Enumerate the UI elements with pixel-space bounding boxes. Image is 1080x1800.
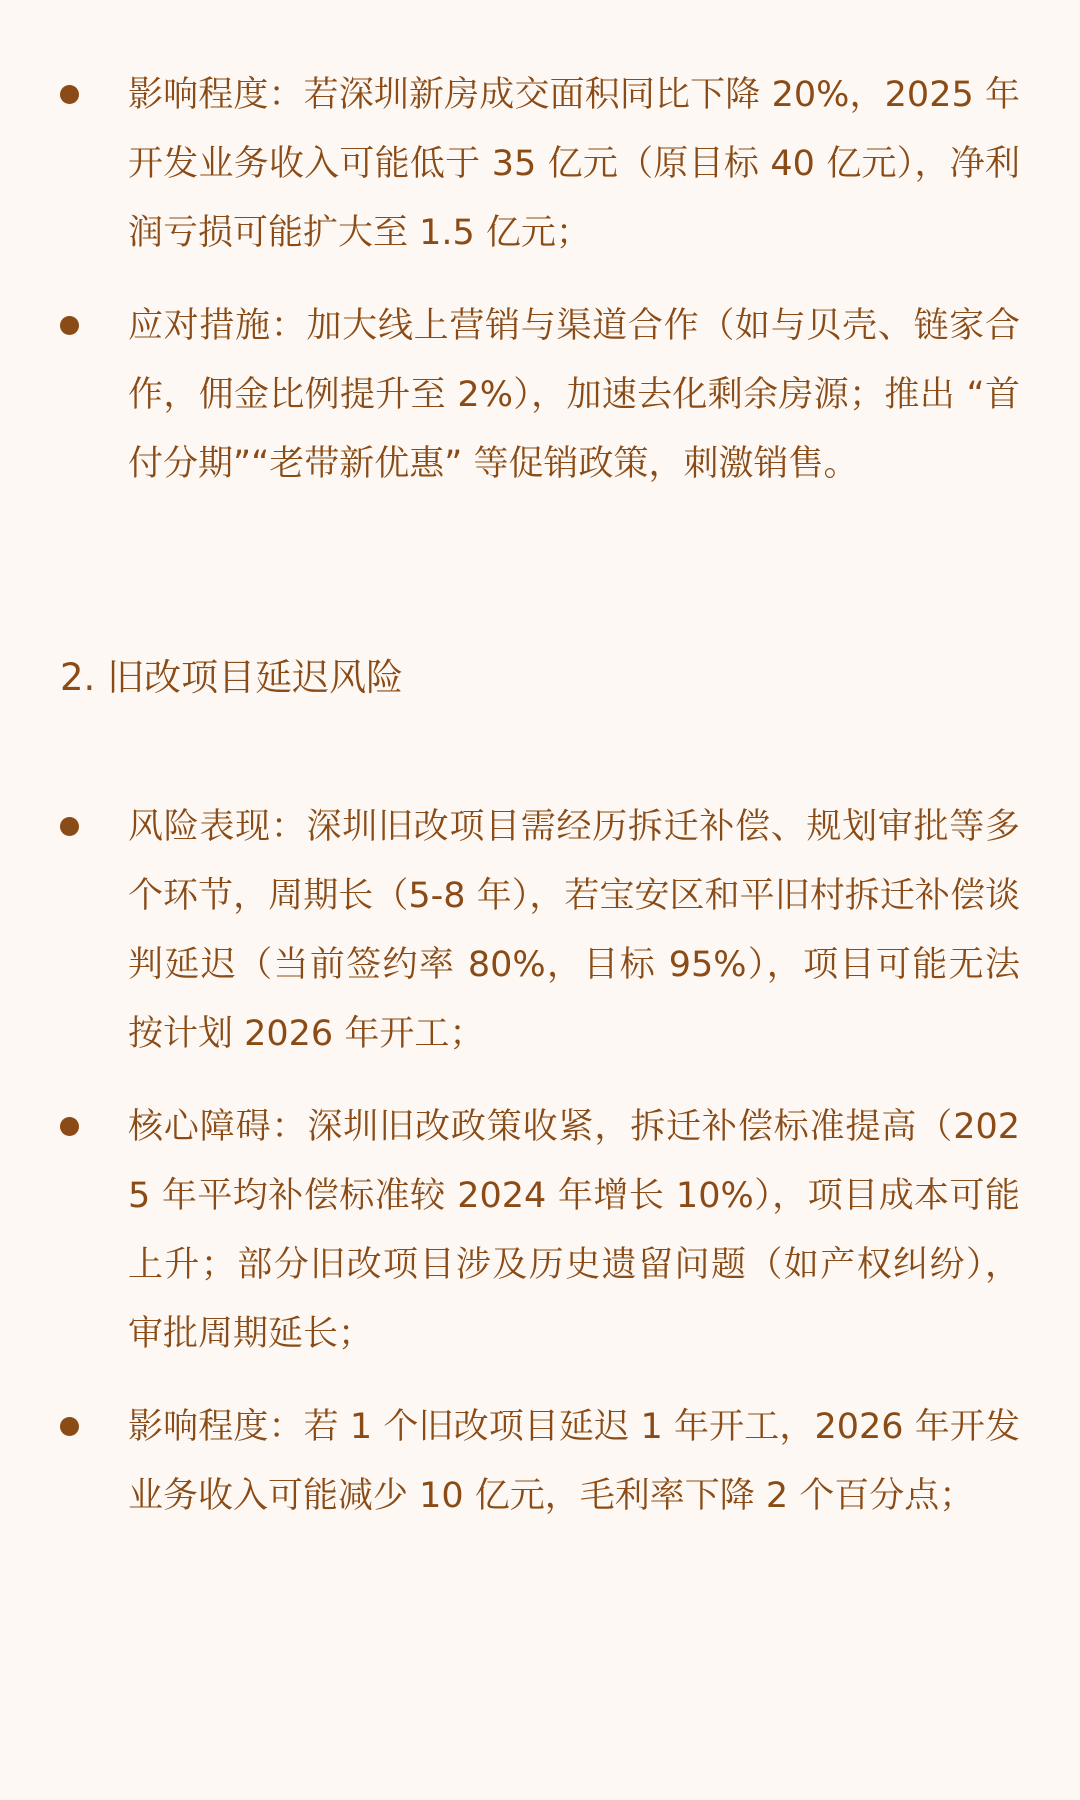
risk-list-1 (0, 61, 1080, 499)
list-item (0, 1093, 1080, 1369)
risk-list-2 (0, 793, 1080, 1531)
list-item-text: 影响程度：若深圳新房成交面积同比下降 20%，2025 年开发业务收入可能低于 35 亿元（原目标 40 亿元），净利润亏损可能扩大至 1.5 亿元； (128, 75, 1020, 253)
bullet-icon (60, 85, 79, 104)
bullet-icon (60, 316, 79, 335)
list-item (0, 61, 1080, 268)
list-item (0, 1393, 1080, 1531)
list-item (0, 292, 1080, 499)
list-item-text: 应对措施：加大线上营销与渠道合作（如与贝壳、链家合作，佣金比例提升至 2%），加速去化剩余房源；推出 “首付分期”“老带新优惠” 等促销政策，刺激销售。 (128, 306, 1020, 484)
list-item (0, 793, 1080, 1069)
bullet-icon (60, 817, 79, 836)
section-heading: 2. 旧改项目延迟风险 (60, 656, 404, 699)
bullet-icon (60, 1417, 79, 1436)
list-item-text: 风险表现：深圳旧改项目需经历拆迁补偿、规划审批等多个环节，周期长（5-8 年），若宝安区和平旧村拆迁补偿谈判延迟（当前签约率 80%，目标 95%），项目可能无法按计划 2026 年开工； (128, 807, 1020, 1054)
list-item-text: 影响程度：若 1 个旧改项目延迟 1 年开工，2026 年开发业务收入可能减少 10 亿元，毛利率下降 2 个百分点； (128, 1407, 1020, 1516)
list-item-text: 核心障碍：深圳旧改政策收紧，拆迁补偿标准提高（2025 年平均补偿标准较 2024 年增长 10%），项目成本可能上升；部分旧改项目涉及历史遗留问题（如产权纠纷），审批周期延长； (128, 1107, 1020, 1354)
bullet-icon (60, 1117, 79, 1136)
